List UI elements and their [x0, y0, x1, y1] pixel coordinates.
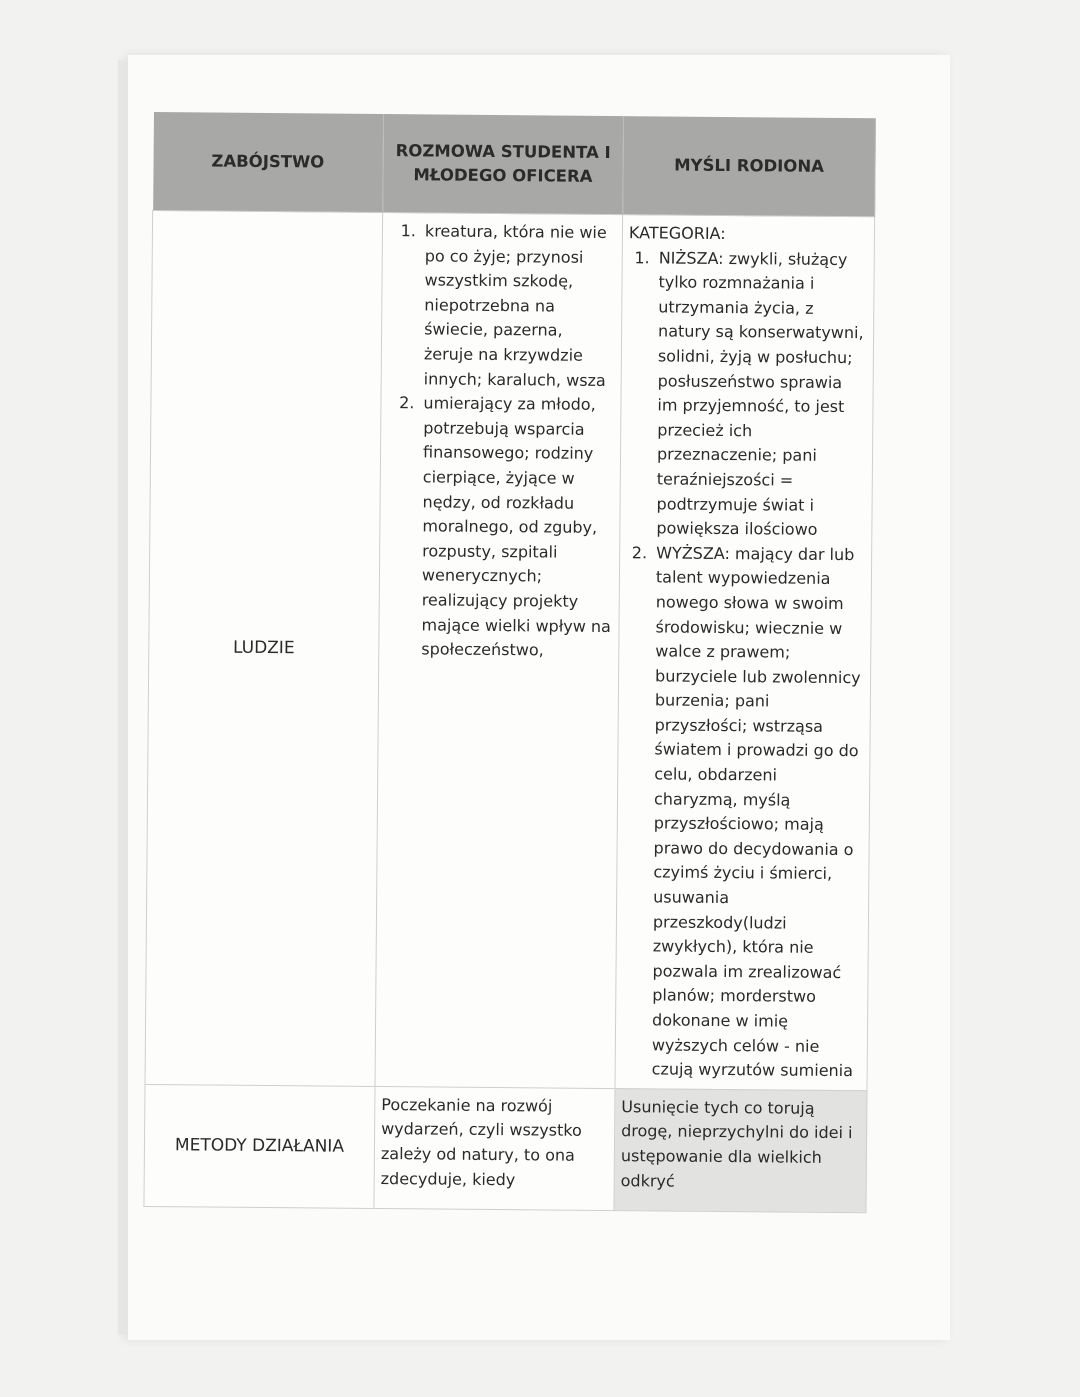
header-rozmowa: ROZMOWA STUDENTA I MŁODEGO OFICERA	[383, 114, 624, 215]
table-row-metody	[144, 1084, 867, 1212]
header-mysli-rodiona: MYŚLI RODIONA	[623, 116, 876, 217]
comparison-table-wrapper	[143, 112, 875, 1213]
list-item: 2. umierający za młodo, potrzebują wsparcia finansowego; rodziny cierpiące, żyjące w nędzy, od rozkładu moralnego, od zguby, rozpusty, szpitali wenerycznych; realizujący projekty mające wielki wpływ na społeczeństwo,	[417, 391, 614, 663]
table-row-ludzie	[145, 211, 875, 1091]
kategoria-heading: KATEGORIA:	[628, 223, 726, 244]
list-item: 1. kreatura, która nie wie po co żyje; przynosi wszystkim szkodę, niepotrzebna na świecie, pazerna, żeruje na krzywdzie innych; karaluch, wsza	[420, 219, 616, 393]
header-zabojstwo: ZABÓJSTWO	[153, 112, 384, 213]
cell-metody-student: Poczekanie na rozwój wydarzeń, czyli wszystko zależy od natury, to ona zdecyduje, kiedy	[374, 1086, 615, 1210]
student-list	[385, 219, 616, 664]
cell-ludzie-rodion	[615, 215, 875, 1091]
row-label-ludzie: LUDZIE	[145, 211, 383, 1087]
comparison-table	[143, 112, 876, 1213]
list-item: 2. WYŻSZA: mający dar lub talent wypowiedzenia nowego słowa w swoim środowisku; wiecznie w walce z prawem; burzyciele lub zwolennicy burzenia; pani przyszłości; wstrząsa światem i prowadzi go do celu, obdarzeni charyzmą, myślą przyszłościowo; mają prawo do decydowania o czyimś życiu i śmierci, usuwania przeszkody(ludzi zwykłych), która nie pozwala im zrealizować planów; morderstwo dokonane w imię wyższych celów - nie czują wyrzutów sumienia	[648, 541, 866, 1084]
list-item: 1. NIŻSZA: zwykli, służący tylko rozmnażania i utrzymania życia, z natury są konserwatywni, solidni, żyją w posłuchu; posłuszeństwo sprawia im przyjemność, to jest przecież ich przeznaczenie; pani teraźniejszości = podtrzymuje świat i powiększa ilościowo	[652, 246, 868, 543]
cell-metody-rodion: Usunięcie tych co torują drogę, nieprzychylni do idei i ustępowanie dla wielkich odkryć	[614, 1088, 867, 1212]
table-header-row	[153, 112, 876, 217]
row-label-metody: METODY DZIAŁANIA	[144, 1084, 375, 1208]
rodion-list	[622, 246, 868, 1084]
cell-ludzie-student	[375, 213, 623, 1089]
